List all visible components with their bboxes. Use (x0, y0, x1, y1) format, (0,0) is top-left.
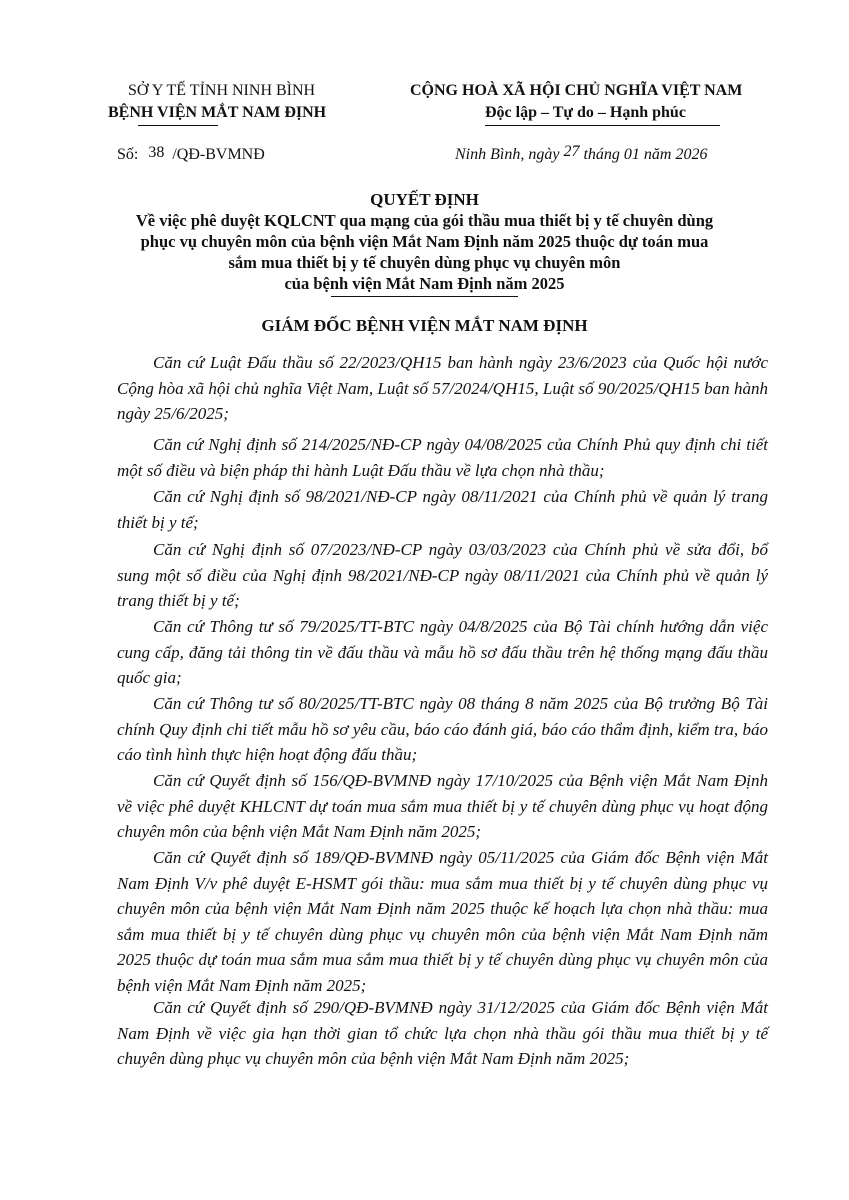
legal-basis-paragraph: Căn cứ Nghị định số 214/2025/NĐ-CP ngày 04/08/2025 của Chính Phủ quy định chi tiết một số điều và biện pháp thi hành Luật Đấu thầu về lựa chọn nhà thầu; (117, 435, 768, 480)
title-underline (331, 296, 518, 297)
doc-number-prefix: Số: (117, 146, 139, 163)
issuer-underline (138, 125, 218, 126)
legal-basis-paragraph: Căn cứ Thông tư số 79/2025/TT-BTC ngày 04/8/2025 của Bộ Tài chính hướng dẫn việc cung cấp, đăng tải thông tin về đấu thầu và mẫu hồ sơ đấu thầu trên hệ thống mạng đấu thầu quốc gia; (117, 617, 768, 687)
doc-number-value: 38 (148, 144, 165, 161)
issuing-authority: GIÁM ĐỐC BỆNH VIỆN MẮT NAM ĐỊNH (261, 316, 588, 335)
document-number (117, 146, 265, 164)
date-line (455, 143, 708, 164)
decision-subject-line-3: sắm mua thiết bị y tế chuyên dùng phục vụ chuyên môn (228, 253, 621, 272)
legal-basis-paragraph: Căn cứ Quyết định số 156/QĐ-BVMNĐ ngày 17/10/2025 của Bệnh viện Mắt Nam Định về việc phê duyệt KHLCNT dự toán mua sắm mua thiết bị y tế chuyên dùng phục vụ hoạt động chuyên môn của bệnh viện Mắt Nam Định năm 2025; (117, 771, 768, 841)
issuer-department: SỞ Y TẾ TỈNH NINH BÌNH (128, 82, 316, 99)
legal-basis-paragraph: Căn cứ Thông tư số 80/2025/TT-BTC ngày 08 tháng 8 năm 2025 của Bộ trưởng Bộ Tài chính Quy định chi tiết mẫu hồ sơ yêu cầu, báo cáo đánh giá, báo cáo thẩm định, kiểm tra, báo cáo tình hình thực hiện hoạt động đấu thầu; (117, 694, 768, 764)
date-prefix: Ninh Bình, ngày (455, 146, 564, 163)
decision-subject-line-2: phục vụ chuyên môn của bệnh viện Mắt Nam Định năm 2025 thuộc dự toán mua (140, 232, 709, 251)
national-title: CỘNG HOÀ XÃ HỘI CHỦ NGHĨA VIỆT NAM (410, 82, 743, 99)
decision-heading: QUYẾT ĐỊNH (370, 190, 479, 209)
issuer-hospital: BỆNH VIỆN MẮT NAM ĐỊNH (108, 104, 327, 121)
doc-number-suffix: /QĐ-BVMNĐ (172, 146, 265, 163)
date-day: 27 (563, 143, 580, 160)
legal-basis-paragraph: Căn cứ Nghị định số 07/2023/NĐ-CP ngày 03/03/2023 của Chính phủ về sửa đổi, bổ sung một số điều của Nghị định 98/2021/NĐ-CP ngày 08/11/2021 của Chính phủ về quản lý trang thiết bị y tế; (117, 540, 768, 610)
legal-basis-paragraph: Căn cứ Nghị định số 98/2021/NĐ-CP ngày 08/11/2021 của Chính phủ về quản lý trang thiết bị y tế; (117, 487, 768, 532)
decision-subject-line-1: Về việc phê duyệt KQLCNT qua mạng của gói thầu mua thiết bị y tế chuyên dùng (135, 211, 714, 230)
legal-basis-paragraph: Căn cứ Quyết định số 290/QĐ-BVMNĐ ngày 31/12/2025 của Giám đốc Bệnh viện Mắt Nam Định về việc gia hạn thời gian tổ chức lựa chọn nhà thầu gói thầu mua thiết bị y tế chuyên dùng phục vụ chuyên môn của bệnh viện Mắt Nam Định năm 2025; (117, 998, 768, 1068)
national-motto: Độc lập – Tự do – Hạnh phúc (485, 104, 686, 121)
legal-basis-paragraph: Căn cứ Quyết định số 189/QĐ-BVMNĐ ngày 05/11/2025 của Giám đốc Bệnh viện Mắt Nam Định V/v phê duyệt E-HSMT gói thầu: mua sắm mua thiết bị y tế chuyên dùng phục vụ chuyên môn của bệnh viện Mắt Nam Định năm 2025 thuộc kế hoạch lựa chọn nhà thầu: mua sắm mua thiết bị y tế chuyên dùng phục vụ chuyên môn của bệnh viện Mắt Nam Định năm 2025 thuộc dự toán mua sắm mua sắm mua thiết bị y tế chuyên dùng phục vụ chuyên môn của bệnh viện Mắt Nam Định năm 2025; (117, 848, 768, 995)
motto-underline (485, 125, 720, 126)
legal-basis-paragraph: Căn cứ Luật Đấu thầu số 22/2023/QH15 ban hành ngày 23/6/2023 của Quốc hội nước Cộng hòa xã hội chủ nghĩa Việt Nam, Luật số 57/2024/QH15, Luật số 90/2025/QH15 ban hành ngày 25/6/2025; (117, 353, 768, 423)
decision-subject-line-4: của bệnh viện Mắt Nam Định năm 2025 (284, 274, 565, 293)
date-suffix: tháng 01 năm 2026 (579, 146, 708, 163)
